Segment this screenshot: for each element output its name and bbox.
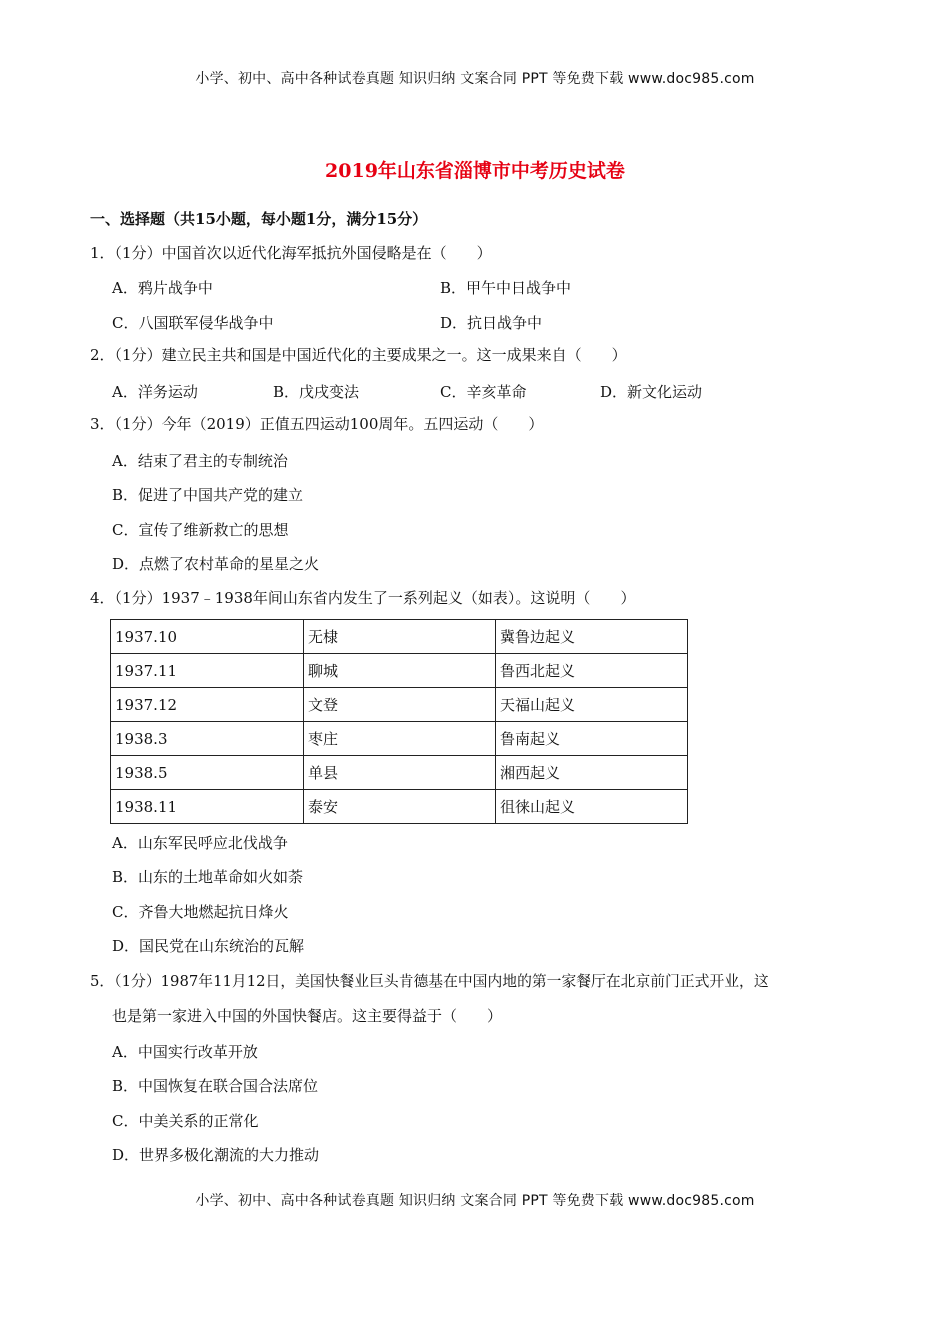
question-5-stem-line-2: 也是第一家进入中国的外国快餐店。这主要得益于（ ） (112, 1007, 503, 1025)
question-3-option-d: D．点燃了农村革命的星星之火 (112, 555, 320, 573)
table-cell-place: 枣庄 (304, 722, 496, 756)
table-cell-date: 1938.3 (111, 722, 304, 756)
uprising-table (110, 619, 688, 824)
table-cell-event: 冀鲁边起义 (496, 620, 688, 654)
question-2-option-c: C．辛亥革命 (440, 383, 527, 401)
question-4-option-d: D．国民党在山东统治的瓦解 (112, 937, 305, 955)
table-cell-date: 1938.11 (111, 790, 304, 824)
table-cell-place: 文登 (304, 688, 496, 722)
question-5-option-c: C．中美关系的正常化 (112, 1112, 259, 1130)
question-2-option-a: A．洋务运动 (112, 383, 198, 401)
footer-banner: 小学、初中、高中各种试卷真题 知识归纳 文案合同 PPT 等免费下载 www.doc985.com (195, 1193, 755, 1209)
table-cell-date: 1937.10 (111, 620, 304, 654)
question-4-option-c: C．齐鲁大地燃起抗日烽火 (112, 903, 289, 921)
table-cell-date: 1937.11 (111, 654, 304, 688)
table-cell-place: 单县 (304, 756, 496, 790)
question-3-stem: 3．（1分）今年（2019）正值五四运动100周年。五四运动（ ） (90, 415, 544, 433)
table-cell-date: 1938.5 (111, 756, 304, 790)
question-2-stem: 2．（1分）建立民主共和国是中国近代化的主要成果之一。这一成果来自（ ） (90, 346, 627, 364)
question-2-option-d: D．新文化运动 (600, 383, 703, 401)
question-3-option-c: C．宣传了维新救亡的思想 (112, 521, 289, 539)
question-2-option-b: B．戊戌变法 (273, 383, 360, 401)
exam-title: 2019年山东省淄博市中考历史试卷 (325, 160, 625, 182)
table-cell-date: 1937.12 (111, 688, 304, 722)
table-cell-place: 聊城 (304, 654, 496, 688)
table-cell-event: 鲁西北起义 (496, 654, 688, 688)
question-5-stem-line-1: 5．（1分）1987年11月12日，美国快餐业巨头肯德基在中国内地的第一家餐厅在北京前门正式开业，这 (90, 973, 769, 990)
question-1-option-c: C．八国联军侵华战争中 (112, 314, 274, 332)
table-row (111, 756, 688, 790)
table-cell-event: 鲁南起义 (496, 722, 688, 756)
table-row (111, 654, 688, 688)
question-1-option-b: B．甲午中日战争中 (440, 279, 572, 297)
question-5-option-a: A．中国实行改革开放 (112, 1043, 258, 1061)
question-1-option-a: A．鸦片战争中 (112, 279, 213, 297)
table-cell-event: 天福山起义 (496, 688, 688, 722)
table-cell-event: 湘西起义 (496, 756, 688, 790)
question-4-stem: 4．（1分）1937﹣1938年间山东省内发生了一系列起义（如表）。这说明（ ） (90, 589, 636, 607)
table-row (111, 688, 688, 722)
header-banner: 小学、初中、高中各种试卷真题 知识归纳 文案合同 PPT 等免费下载 www.doc985.com (195, 71, 755, 87)
question-4-option-b: B．山东的土地革命如火如荼 (112, 868, 304, 886)
table-row (111, 722, 688, 756)
question-1-option-d: D．抗日战争中 (440, 314, 543, 332)
question-5-option-b: B．中国恢复在联合国合法席位 (112, 1077, 319, 1095)
table-row (111, 620, 688, 654)
question-1-stem: 1．（1分）中国首次以近代化海军抵抗外国侵略是在（ ） (90, 244, 492, 262)
question-4-option-a: A．山东军民呼应北伐战争 (112, 834, 288, 852)
table-cell-place: 泰安 (304, 790, 496, 824)
table-cell-place: 无棣 (304, 620, 496, 654)
question-3-option-a: A．结束了君主的专制统治 (112, 452, 288, 470)
section-heading: 一、选择题（共15小题，每小题1分，满分15分） (90, 210, 428, 228)
table-cell-event: 徂徕山起义 (496, 790, 688, 824)
question-5-option-d: D．世界多极化潮流的大力推动 (112, 1146, 320, 1164)
question-3-option-b: B．促进了中国共产党的建立 (112, 486, 304, 504)
table-row (111, 790, 688, 824)
